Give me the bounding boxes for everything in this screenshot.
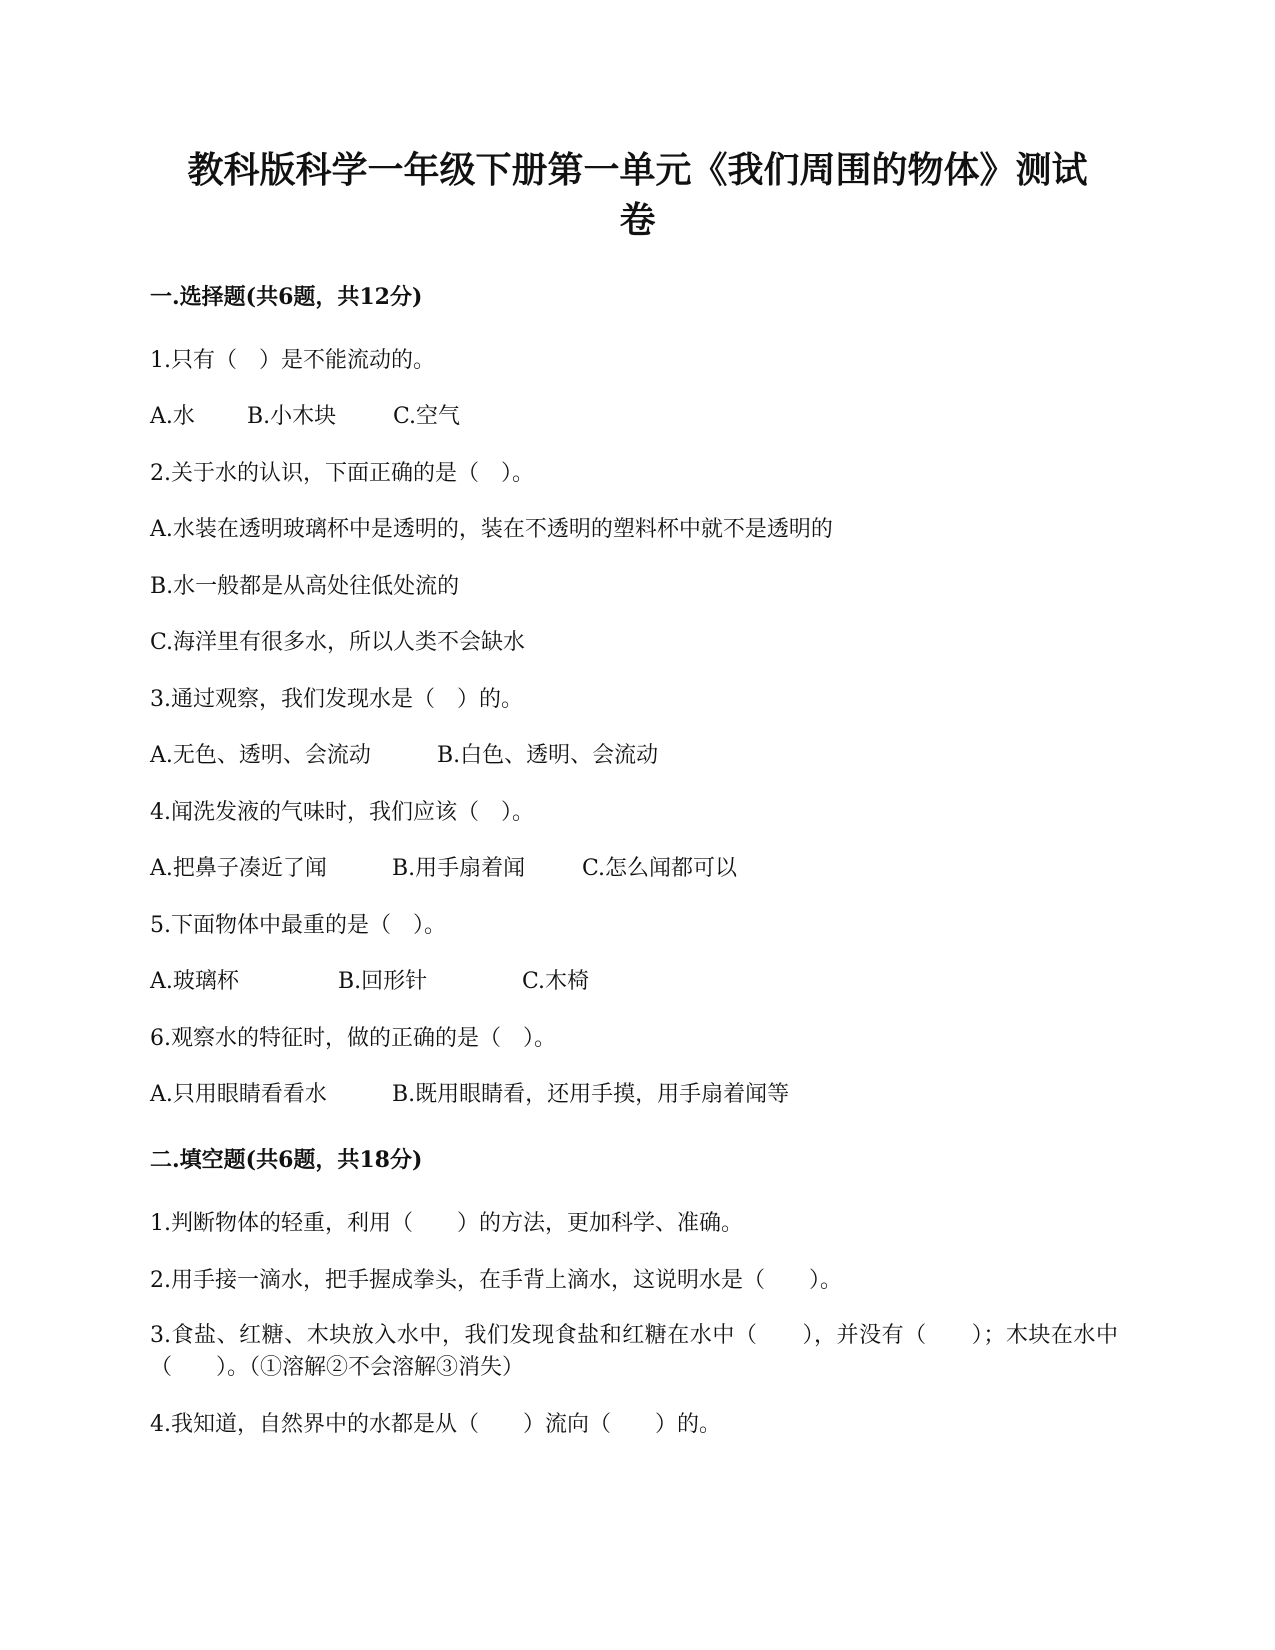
question-stem: 4.闻洗发液的气味时，我们应该（ ）。 [150, 800, 534, 825]
option: C.海洋里有很多水，所以人类不会缺水 [150, 630, 526, 655]
option: B.白色、透明、会流动 [437, 743, 659, 768]
option: C.怎么闻都可以 [582, 856, 738, 881]
question-stem: 1.只有（ ）是不能流动的。 [150, 348, 435, 373]
option: B.小木块 [247, 404, 337, 429]
option-row [150, 1080, 789, 1110]
option: C.木椅 [522, 969, 590, 994]
option-row [150, 854, 737, 884]
document-title-line-2: 卷 [619, 199, 656, 241]
option: B.用手扇着闻 [392, 856, 526, 881]
option: B.回形针 [338, 969, 428, 994]
question-stem: 5.下面物体中最重的是（ ）。 [150, 913, 446, 938]
question-stem: 2.关于水的认识，下面正确的是（ ）。 [150, 461, 534, 486]
question-stem: 3.通过观察，我们发现水是（ ）的。 [150, 687, 523, 712]
option: B.既用眼睛看，还用手摸，用手扇着闻等 [392, 1082, 790, 1107]
fill-blank-question: 2.用手接一滴水，把手握成拳头，在手背上滴水，这说明水是（ ）。 [150, 1268, 842, 1293]
fill-blank-question: 1.判断物体的轻重，利用（ ）的方法，更加科学、准确。 [150, 1211, 743, 1236]
option: A.玻璃杯 [150, 969, 239, 994]
document-title-line-1: 教科版科学一年级下册第一单元《我们周围的物体》测试 [187, 149, 1088, 191]
option: C.空气 [393, 404, 461, 429]
fill-blank-question: 3.食盐、红糖、木块放入水中，我们发现食盐和红糖在水中（ ），并没有（ ）；木块在水中（ ）。（①溶解②不会溶解③消失） [150, 1323, 1118, 1380]
option: B.水一般都是从高处往低处流的 [150, 574, 460, 599]
option: A.无色、透明、会流动 [150, 743, 371, 768]
option-row [150, 967, 589, 997]
option: A.把鼻子凑近了闻 [150, 856, 327, 881]
question-stem: 6.观察水的特征时，做的正确的是（ ）。 [150, 1026, 556, 1051]
option-row [150, 741, 658, 771]
section-heading-fill-blank: 二.填空题(共6题，共18分) [150, 1147, 423, 1173]
fill-blank-question: 4.我知道，自然界中的水都是从（ ）流向（ ）的。 [150, 1412, 721, 1437]
option: A.水装在透明玻璃杯中是透明的，装在不透明的塑料杯中就不是透明的 [150, 517, 833, 542]
option-row [150, 402, 460, 432]
option: A.只用眼睛看看水 [150, 1082, 327, 1107]
option: A.水 [150, 404, 195, 429]
section-heading-choice: 一.选择题(共6题，共12分) [150, 284, 423, 310]
